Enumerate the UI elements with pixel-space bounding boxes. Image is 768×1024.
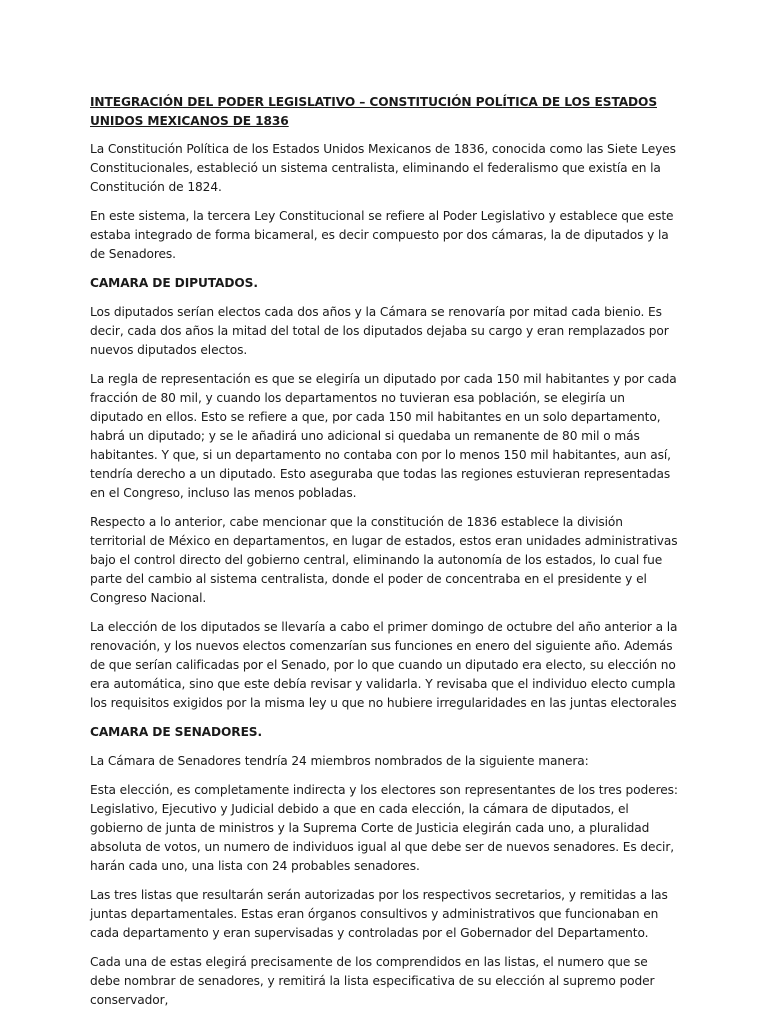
senadores-paragraph-4: Cada una de estas elegirá precisamente de los comprendidos en las listas, el numero que se debe nombrar de senadores, y remitirá la lista especificativa de su elección al supremo poder conservador, [90, 955, 655, 1007]
diputados-paragraph-2: La regla de representación es que se elegiría un diputado por cada 150 mil habitantes y por cada fracción de 80 mil, y cuando los departamentos no tuvieran esa población, se elegiría un diputado en ellos. Esto se refiere a que, por cada 150 mil habitantes en un solo departamento, habrá un diputado; y se le añadirá uno adicional si quedaba un remanente de 80 mil o más habitantes. Y que, si un departamento no contaba con por lo menos 150 mil habitantes, aun así, tendría derecho a un diputado. Esto aseguraba que todas las regiones estuvieran representadas en el Congreso, incluso las menos pobladas. [90, 372, 677, 500]
intro-paragraph-2: En este sistema, la tercera Ley Constitucional se refiere al Poder Legislativo y establece que este estaba integrado de forma bicameral, es decir compuesto por dos cámaras, la de diputados y la de Senadores. [90, 209, 674, 261]
senadores-paragraph-3: Las tres listas que resultarán serán autorizadas por los respectivos secretarios, y remitidas a las juntas departamentales. Estas eran órganos consultivos y administrativos que funcionaban en cada departamento y eran supervisadas y controladas por el Gobernador del Departamento. [90, 888, 668, 940]
document-title: INTEGRACIÓN DEL PODER LEGISLATIVO – CONSTITUCIÓN POLÍTICA DE LOS ESTADOS UNIDOS MEXICANOS DE 1836 [90, 95, 657, 128]
senadores-paragraph-2: Esta elección, es completamente indirecta y los electores son representantes de los tres poderes: Legislativo, Ejecutivo y Judicial debido a que en cada elección, la cámara de diputados, el gobierno de junta de ministros y la Suprema Corte de Justicia elegirán cada uno, a pluralidad absoluta de votos, un numero de individuos igual al que debe ser de nuevos senadores. Es decir, harán cada uno, una lista con 24 probables senadores. [90, 783, 678, 873]
document-body [90, 93, 680, 1020]
senadores-paragraph-1: La Cámara de Senadores tendría 24 miembros nombrados de la siguiente manera: [90, 754, 589, 768]
section-heading-diputados: CAMARA DE DIPUTADOS. [90, 276, 258, 290]
section-heading-senadores: CAMARA DE SENADORES. [90, 725, 263, 739]
intro-paragraph-1: La Constitución Política de los Estados Unidos Mexicanos de 1836, conocida como las Siete Leyes Constitucionales, estableció un sistema centralista, eliminando el federalismo que existía en la Constitución de 1824. [90, 142, 676, 194]
diputados-paragraph-1: Los diputados serían electos cada dos años y la Cámara se renovaría por mitad cada bienio. Es decir, cada dos años la mitad del total de los diputados dejaba su cargo y eran remplazados por nuevos diputados electos. [90, 305, 669, 357]
diputados-paragraph-4: La elección de los diputados se llevaría a cabo el primer domingo de octubre del año anterior a la renovación, y los nuevos electos comenzarían sus funciones en enero del siguiente año. Además de que serían calificadas por el Senado, por lo que cuando un diputado era electo, su elección no era automática, sino que este debía revisar y validarla. Y revisaba que el individuo electo cumpla los requisitos exigidos por la misma ley u que no hubiere irregularidades en las juntas electorales [90, 620, 678, 710]
diputados-paragraph-3: Respecto a lo anterior, cabe mencionar que la constitución de 1836 establece la división territorial de México en departamentos, en lugar de estados, estos eran unidades administrativas bajo el control directo del gobierno central, eliminando la autonomía de los estados, lo cual fue parte del cambio al sistema centralista, donde el poder de concentraba en el presidente y el Congreso Nacional. [90, 515, 678, 605]
